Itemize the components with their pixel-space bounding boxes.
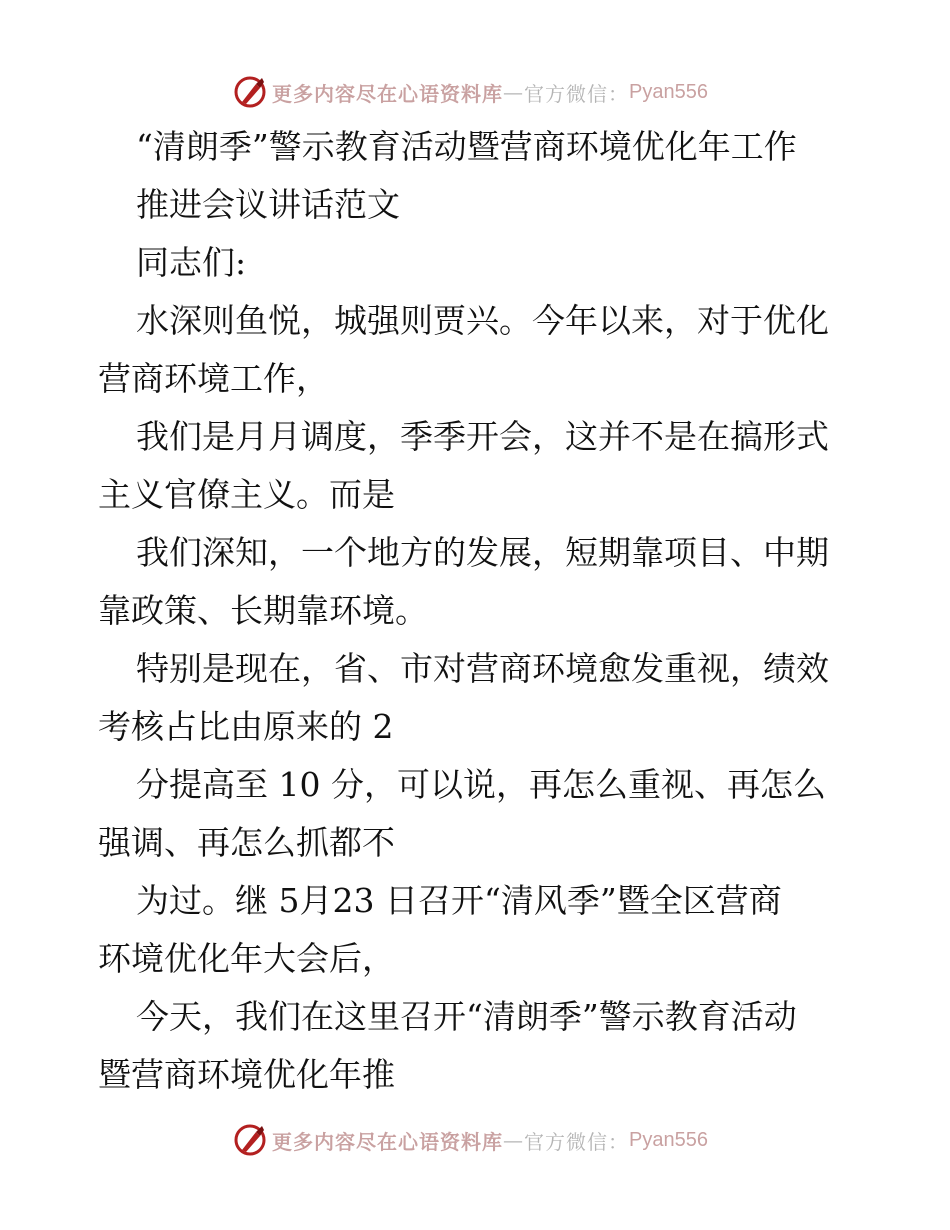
paragraph-line: 营商环境工作， [98,359,329,398]
paragraph-line: 水深则鱼悦，城强则贾兴。今年以来，对于优化 [136,301,829,340]
paragraph-line: 考核占比由原来的 2 [98,707,394,746]
watermark-footer [232,1120,708,1160]
watermark-header [232,72,708,112]
watermark-dash: — [503,80,524,104]
paragraph-line: 环境优化年大会后， [98,939,395,978]
watermark-main-text: 更多内容尽在心语资料库 [272,1129,503,1154]
watermark-id: Pyan556 [629,1128,708,1151]
title-line-1: “清朗季”警示教育活动暨营商环境优化年工作 [136,127,797,166]
paragraph-line: 特别是现在，省、市对营商环境愈发重视，绩效 [136,649,829,688]
paragraph-line: 靠政策、长期靠环境。 [98,591,428,630]
paragraph-line: 为过。继 5月23 日召开“清风季”暨全区营商 [136,881,782,920]
salutation: 同志们: [136,243,247,282]
paragraph-line: 暨营商环境优化年推 [98,1055,395,1094]
pen-logo-icon [232,74,268,110]
pen-logo-icon [232,1122,268,1158]
paragraph-line: 分提高至 10 分，可以说，再怎么重视、再怎么 [136,765,826,804]
paragraph-line: 我们是月月调度，季季开会，这并不是在搞形式 [136,417,829,456]
paragraph-line: 今天，我们在这里召开“清朗季”警示教育活动 [136,997,797,1036]
watermark-main-text: 更多内容尽在心语资料库 [272,81,503,106]
paragraph-line: 我们深知，一个地方的发展，短期靠项目、中期 [136,533,829,572]
watermark-sub-text: 官方微信： [524,81,629,106]
watermark-sub-text: 官方微信： [524,1129,629,1154]
watermark-dash: — [503,1128,524,1152]
paragraph-line: 强调、再怎么抓都不 [98,823,395,862]
watermark-id: Pyan556 [629,80,708,103]
title-line-2: 推进会议讲话范文 [136,185,400,224]
paragraph-line: 主义官僚主义。而是 [98,475,395,514]
